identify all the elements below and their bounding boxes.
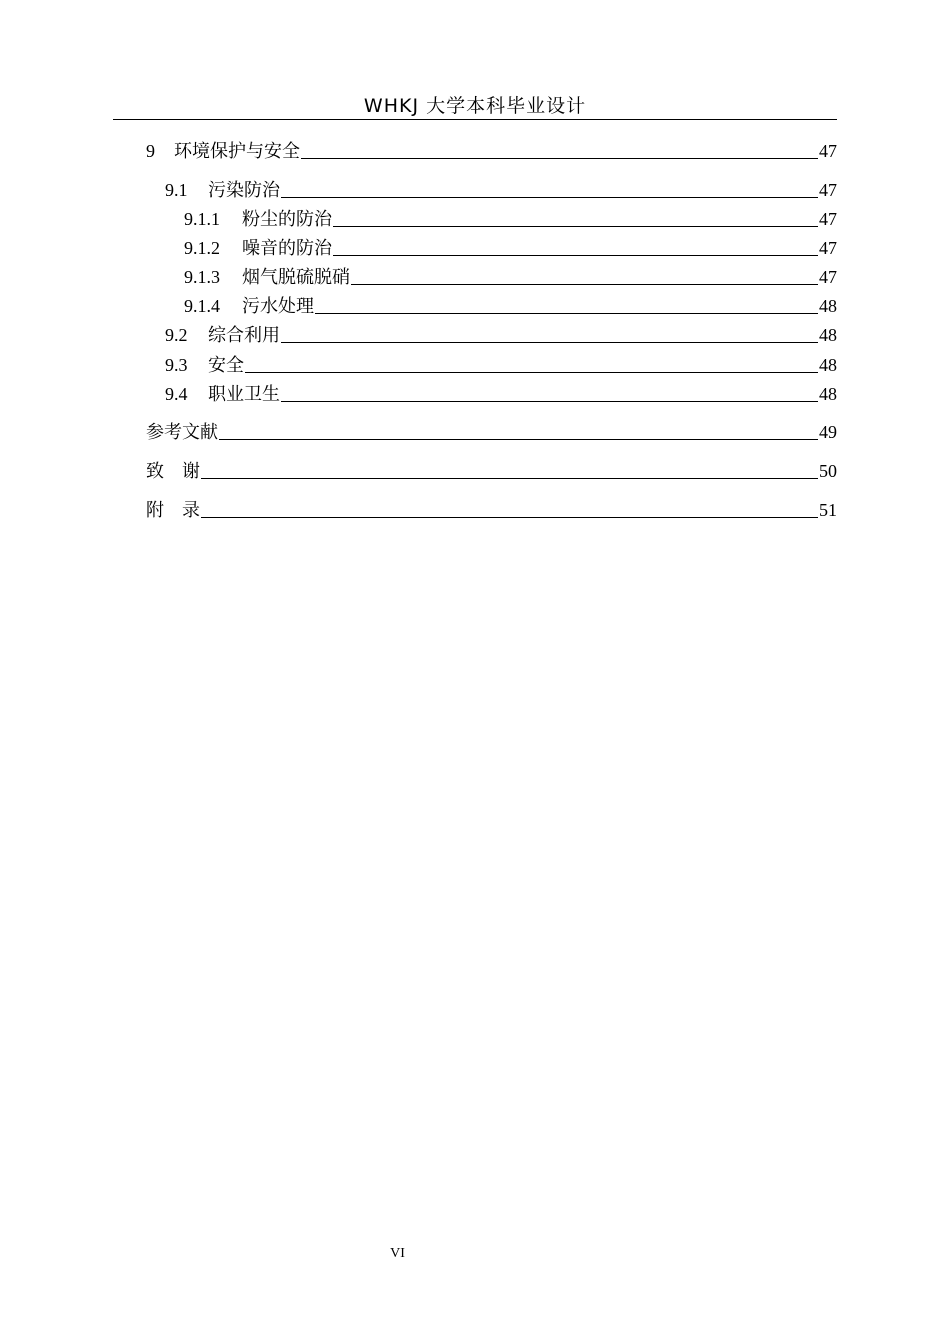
toc-entry-title: 综合利用	[208, 325, 280, 345]
toc-entry-title: 污染防治	[208, 180, 280, 200]
toc-entry[interactable]	[184, 293, 837, 317]
toc-entry-title: 参考文献	[146, 422, 218, 442]
toc-entry-page: 48	[819, 384, 837, 404]
toc-entry-number: 9.1.4	[184, 296, 220, 316]
toc-leader-line	[333, 254, 818, 256]
page-number: VI	[390, 1246, 405, 1261]
toc-entry-title: 环境保护与安全	[174, 141, 300, 161]
toc-entry-title: 职业卫生	[208, 384, 280, 404]
toc-entry-title: 安全	[208, 355, 244, 375]
toc-entry-page: 48	[819, 296, 837, 316]
toc-entry[interactable]	[184, 264, 837, 288]
toc-entry-page: 47	[819, 209, 837, 229]
toc-entry[interactable]	[165, 177, 837, 201]
toc-leader-line	[351, 283, 818, 285]
toc-leader-line	[201, 516, 818, 518]
toc-entry-number: 9.4	[165, 384, 188, 404]
toc-entry-page: 47	[819, 238, 837, 258]
toc-leader-line	[281, 196, 818, 198]
toc-entry-number: 9.2	[165, 325, 188, 345]
toc-entry-page: 47	[819, 267, 837, 287]
toc-entry-title: 粉尘的防治	[242, 209, 332, 229]
toc-entry-page: 47	[819, 180, 837, 200]
toc-entry[interactable]	[184, 206, 837, 230]
toc-entry[interactable]	[184, 235, 837, 259]
toc-entry-page: 47	[819, 141, 837, 161]
page-footer	[0, 1246, 795, 1262]
toc-entry-number: 9.1.3	[184, 267, 220, 287]
toc-entry-number: 9.1.2	[184, 238, 220, 258]
toc-entry[interactable]	[146, 497, 837, 521]
toc-entry-page: 48	[819, 355, 837, 375]
toc-entry[interactable]	[146, 458, 837, 482]
toc-entry[interactable]	[165, 352, 837, 376]
toc-entry-number: 9	[146, 141, 155, 161]
toc-entry[interactable]	[146, 419, 837, 443]
toc-entry-title: 附 录	[146, 500, 200, 520]
toc-entry-title: 污水处理	[242, 296, 314, 316]
toc-entry[interactable]	[165, 381, 837, 405]
header-title: WHKJ 大学本科毕业设计	[363, 95, 587, 117]
toc-entry-number: 9.1	[165, 180, 188, 200]
toc-entry-page: 48	[819, 325, 837, 345]
toc-entry-number: 9.3	[165, 355, 188, 375]
toc-entry-title: 噪音的防治	[242, 238, 332, 258]
toc-entry-title: 致 谢	[146, 461, 200, 481]
toc-entry[interactable]	[165, 322, 837, 346]
toc-entry[interactable]	[146, 138, 837, 162]
toc-leader-line	[301, 157, 818, 159]
toc-entry-page: 51	[819, 500, 837, 520]
toc-entry-title: 烟气脱硫脱硝	[242, 267, 350, 287]
toc-leader-line	[333, 225, 818, 227]
page-header	[113, 92, 837, 120]
toc-leader-line	[281, 341, 818, 343]
toc-entry-page: 49	[819, 422, 837, 442]
toc-leader-line	[201, 477, 818, 479]
toc-leader-line	[315, 312, 818, 314]
toc-entry-page: 50	[819, 461, 837, 481]
toc-entry-number: 9.1.1	[184, 209, 220, 229]
toc-leader-line	[219, 438, 818, 440]
toc-leader-line	[245, 371, 818, 373]
toc-leader-line	[281, 400, 818, 402]
